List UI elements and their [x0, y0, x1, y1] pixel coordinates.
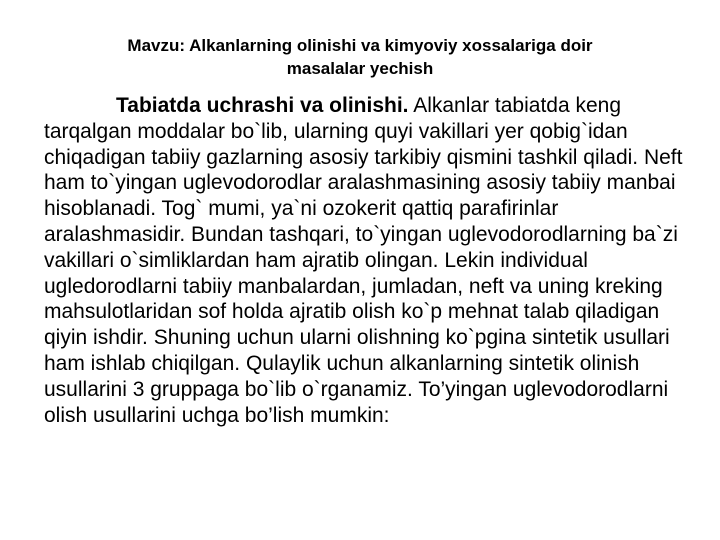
body-paragraph — [44, 93, 684, 428]
section-lead-heading: Tabiatda uchrashi va olinishi. — [116, 94, 409, 117]
title-line-2: masalalar yechish — [286, 59, 434, 78]
title-line-1: Mavzu: Alkanlarning olinishi va kimyoviy xossalariga doir — [127, 36, 593, 55]
slide-title — [40, 34, 680, 80]
body-text: Alkanlar tabiatda keng tarqalgan moddalar bo`lib, ularning quyi vakillari yer qobig`idan chiqadigan tabiiy gazlarning asosiy tarkibiy qismini tashkil qiladi. Neft ham to`yingan uglevodorodlar aralashmasining asosiy tabiiy manbai hisoblanadi. Tog` mumi, ya`ni ozokerit qattiq parafirinlar aralashmasidir. Bundan tashqari, to`yingan uglevodorodlarning ba`zi vakillari o`simliklardan ham ajratib olingan. Lekin individual ugledorodlarni tabiiy manbalardan, jumladan, neft va uning kreking mahsulotlaridan sof holda ajratib olish ko`p mehnat talab qiladigan qiyin ishdir. Shuning uchun ularni olishning ko`pgina sintetik usullari ham ishlab chiqilgan. Qulaylik uchun alkanlarning sintetik olinish usullarini 3 gruppaga bo`lib o`rganamiz. To’yingan uglevodorodlarni olish usullarini uchga bo’lish mumkin: — [44, 94, 683, 427]
